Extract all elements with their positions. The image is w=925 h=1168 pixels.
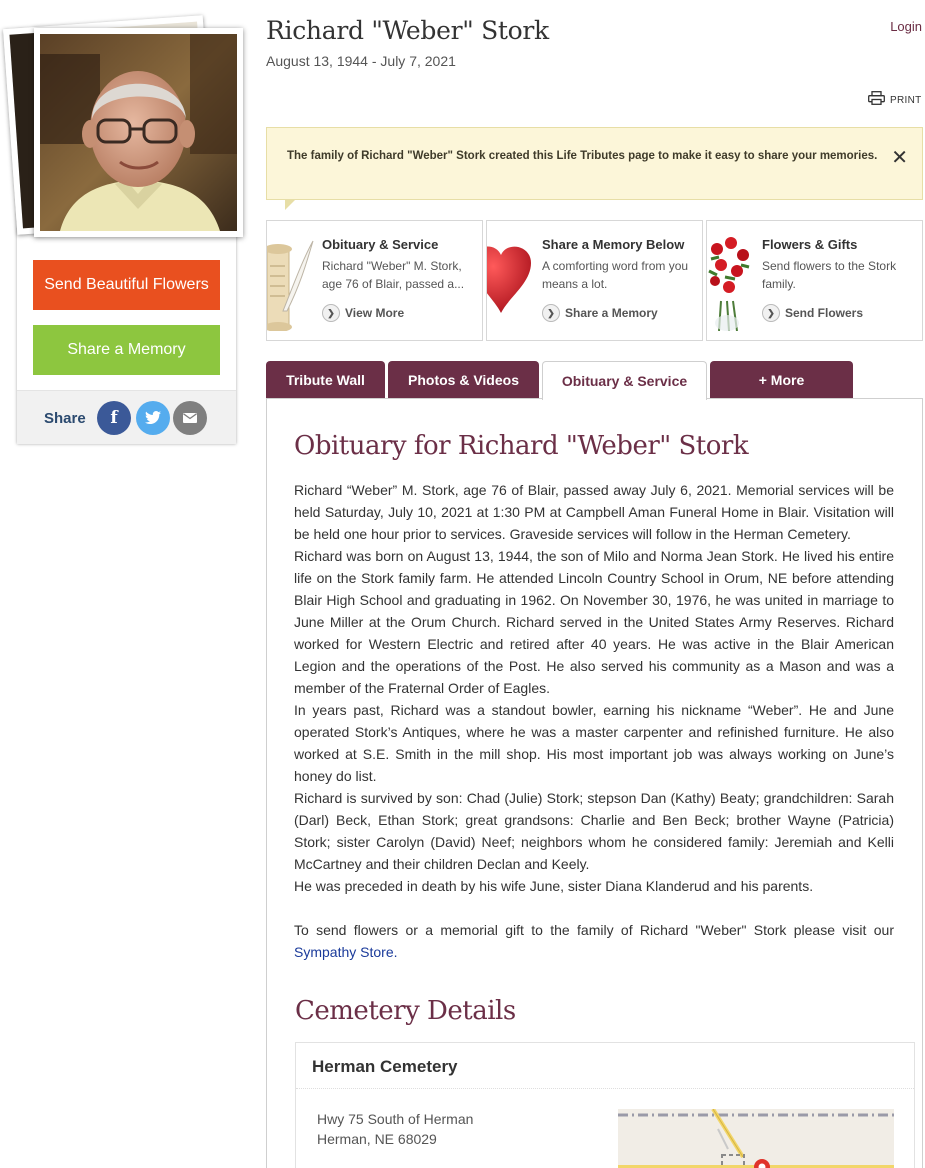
feature-flowers[interactable]	[706, 220, 923, 341]
sympathy-store-paragraph	[294, 919, 894, 963]
facebook-icon[interactable]: f	[97, 401, 131, 435]
feature-obituary[interactable]	[266, 220, 483, 341]
heart-icon	[487, 231, 537, 331]
print-label: PRINT	[890, 95, 922, 106]
share-label: Share	[44, 410, 86, 427]
obituary-paragraph: Richard was born on August 13, 1944, the son of Milo and Norma Jean Stork. He lived his entire life on the Stork family farm. He attended Lincoln Country School in Orum, NE before attending Blair High School and graduating in 1962. On November 30, 1976, he was united in marriage to June Miller at the Orum Church. Richard served in the United States Army Reserves. Richard worked for Western Electric and retired after 40 years. He was active in the Blair American Legion and the operations of the Post. He also served his community as a Mason and was a member of the Fraternal Order of Eagles.	[294, 548, 894, 696]
obituary-paragraph: Richard “Weber” M. Stork, age 76 of Blair, passed away July 6, 2021. Memorial services will be held Saturday, July 10, 2021 at 1:30 PM at Campbell Aman Funeral Home in Blair. Visitation will be held one hour prior to services. Graveside services will follow in the Herman Cemetery.	[294, 482, 894, 542]
feature-description: Richard "Weber" M. Stork, age 76 of Blair, passed a...	[322, 259, 465, 291]
profile-photo-frame[interactable]	[34, 28, 243, 237]
obituary-paragraph: Richard is survived by son: Chad (Julie) Stork; stepson Dan (Kathy) Beaty; grandchildren: Sarah (Darl) Beck, Ethan Stork; great grandsons: Charlie and Ben Beck; brother Wayne (Patricia) Stork; sister Carolyn (David) Neef; neighbors whom he considered family: Jeremiah and Kelli McCartney and their children Declan and Keely.	[294, 790, 894, 872]
cemetery-address	[317, 1109, 473, 1149]
tab-photos-videos[interactable]: Photos & Videos	[388, 361, 539, 399]
sympathy-store-text: To send flowers or a memorial gift to the family of Richard "Weber" Stork please visit our	[294, 922, 894, 938]
feature-title: Share a Memory Below	[542, 237, 685, 252]
life-dates: August 13, 1944 - July 7, 2021	[266, 53, 456, 69]
share-memory-button[interactable]: Share a Memory	[33, 325, 220, 375]
tab-more[interactable]: + More	[710, 361, 853, 399]
print-button[interactable]	[868, 91, 922, 110]
tribute-notice	[266, 127, 923, 200]
obituary-paragraph: In years past, Richard was a standout bowler, earning his nickname “Weber”. He and June operated Stork’s Antiques, where he was a master carpenter and refinished furniture. He also worked at S.E. Smith in the mill shop. His most important job was always working on June’s honey do list.	[294, 702, 894, 784]
printer-icon	[868, 91, 885, 110]
tab-obituary-service[interactable]: Obituary & Service	[542, 361, 707, 400]
share-memory-link[interactable]	[542, 304, 658, 322]
login-link[interactable]: Login	[890, 19, 922, 34]
chevron-right-icon: ❯	[762, 304, 780, 322]
chevron-right-icon: ❯	[322, 304, 340, 322]
feature-title: Obituary & Service	[322, 237, 439, 252]
send-flowers-button[interactable]: Send Beautiful Flowers	[33, 260, 220, 310]
roses-icon	[707, 231, 757, 331]
close-icon[interactable]: ✕	[891, 145, 908, 169]
feature-share-memory[interactable]	[486, 220, 703, 341]
obituary-text	[294, 479, 894, 963]
obituary-paragraph: He was preceded in death by his wife June, sister Diana Klanderud and his parents.	[294, 878, 814, 894]
share-memory-label: Share a Memory	[565, 306, 658, 320]
address-line: Hwy 75 South of Herman	[317, 1111, 474, 1127]
send-flowers-label: Send Flowers	[785, 306, 864, 320]
page-title: Richard "Weber" Stork	[266, 16, 549, 45]
profile-photo	[40, 34, 237, 231]
obituary-panel	[266, 398, 923, 1168]
cemetery-name: Herman Cemetery	[312, 1057, 458, 1076]
address-line: Herman, NE 68029	[317, 1131, 437, 1147]
chevron-right-icon: ❯	[542, 304, 560, 322]
notice-text: The family of Richard "Weber" Stork created this Life Tributes page to make it easy to share your memories.	[287, 150, 878, 162]
feature-description: A comforting word from you means a lot.	[542, 259, 689, 291]
view-more-label: View More	[345, 306, 405, 320]
cemetery-card	[295, 1042, 915, 1168]
feature-description: Send flowers to the Stork family.	[762, 259, 897, 291]
cemetery-map[interactable]	[618, 1109, 894, 1168]
send-flowers-link[interactable]	[762, 304, 863, 322]
obituary-heading: Obituary for Richard "Weber" Stork	[294, 431, 749, 461]
twitter-icon[interactable]	[136, 401, 170, 435]
tab-tribute-wall[interactable]: Tribute Wall	[266, 361, 385, 399]
email-icon[interactable]	[173, 401, 207, 435]
cemetery-heading: Cemetery Details	[295, 996, 516, 1026]
scroll-quill-icon	[267, 231, 317, 331]
view-more-link[interactable]	[322, 304, 404, 322]
share-bar	[17, 390, 236, 444]
sympathy-store-link[interactable]: Sympathy Store.	[294, 944, 398, 960]
feature-title: Flowers & Gifts	[762, 237, 858, 252]
